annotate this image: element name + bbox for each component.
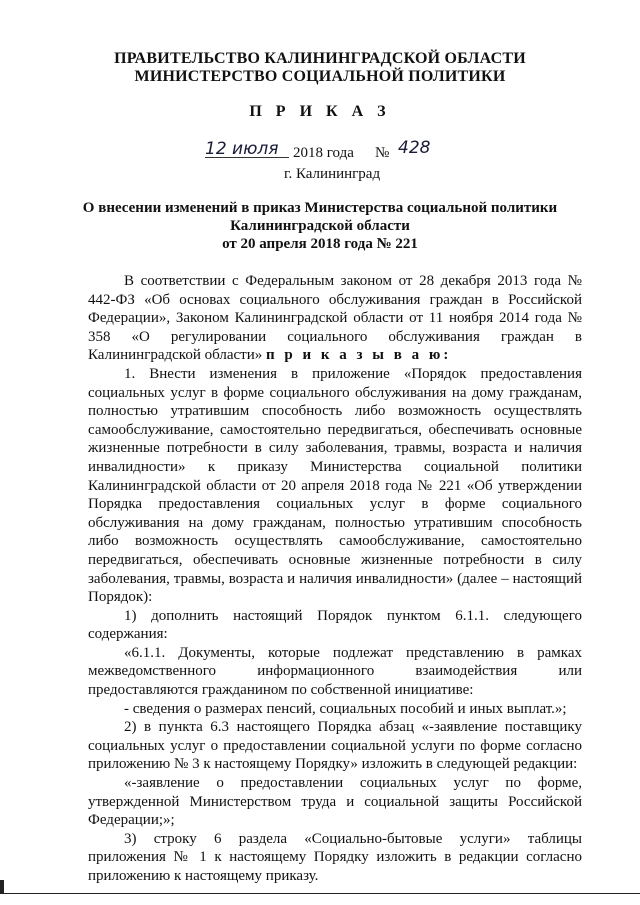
item-1: 1. Внести изменения в приложение «Порядок предоставления социальных услуг в форме социального обслуживания на дому гражданам, полностью утратившим способность либо возможность осуществлять самообслуживание, самостоятельно передвигаться, обеспечивать основные жизненные потребности в силу заболевания, травмы, возраста и наличия инвалидности» к приказу Министерства социальной политики Калининградской области от 20 апреля 2018 года № 221 «Об утверждении Порядка предоставления социальных услуг в форме социального обслуживания на дому гражданам, полностью утратившим способность либо возможность осуществлять самообслуживание, самостоятельно передвигаться, обеспечивать основные жизненные потребности в силу заболевания, травмы, возраста и наличия инвалидности» (далее – настоящий Порядок): — [88, 365, 582, 606]
order-title: П Р И К А З — [249, 103, 391, 120]
subitem-1-bullet: - сведения о размерах пенсий, социальных пособий и иных выплат.»; — [124, 700, 567, 717]
handwritten-date: 12 июля — [205, 139, 279, 159]
scan-bottom-edge — [0, 893, 640, 894]
handwritten-number: 428 — [398, 138, 431, 158]
subitem-1: 1) дополнить настоящий Порядок пунктом 6.1.1. следующего содержания: — [88, 607, 582, 643]
subject-line-3: от 20 апреля 2018 года № 221 — [222, 236, 418, 252]
government-header: ПРАВИТЕЛЬСТВО КАЛИНИНГРАДСКОЙ ОБЛАСТИ — [114, 50, 526, 67]
year-text: 2018 года — [293, 145, 354, 161]
subject-line-1: О внесении изменений в приказ Министерства социальной политики — [82, 200, 558, 216]
city: г. Калининград — [284, 166, 381, 182]
date-underline — [205, 157, 289, 158]
document-body — [88, 272, 582, 886]
number-sign: № — [375, 145, 390, 161]
subitem-2: 2) в пункта 6.3 настоящего Порядка абзац «-заявление поставщику социальных услуг о предоставлении социальной услуги по форме согласно приложению № 3 к настоящему Порядку» изложить в следующей редакции: — [88, 719, 582, 773]
preamble-paragraph — [88, 272, 582, 365]
decision-word: п р и к а з ы в а ю: — [266, 347, 452, 364]
date-line — [205, 138, 465, 167]
subitem-2-quote: «-заявление о предоставлении социальных услуг по форме, утвержденной Министерством труда и социальной защиты Российской Федерации;»; — [88, 775, 582, 829]
scan-corner-mark — [0, 880, 4, 894]
subitem-1-quote: «6.1.1. Документы, которые подлежат представлению в рамках межведомственного информационного взаимодействия или предоставляются гражданином по собственной инициативе: — [88, 644, 582, 699]
subitem-3: 3) строку 6 раздела «Социально-бытовые услуги» таблицы приложения № 1 к настоящему Порядку изложить в редакции согласно приложению к настоящему приказу. — [88, 830, 582, 884]
subject-line-2: Калининградской области — [230, 218, 410, 234]
ministry-header: МИНИСТЕРСТВО СОЦИАЛЬНОЙ ПОЛИТИКИ — [134, 68, 506, 85]
preamble-text: В соответствии с Федеральным законом от 28 декабря 2013 года № 442-ФЗ «Об основах социального обслуживания граждан в Российской Федерации», Законом Калининградской области от 11 ноября 2014 года № 358 «О регулировании социального обслуживания граждан в Калининградской области» — [88, 273, 582, 364]
